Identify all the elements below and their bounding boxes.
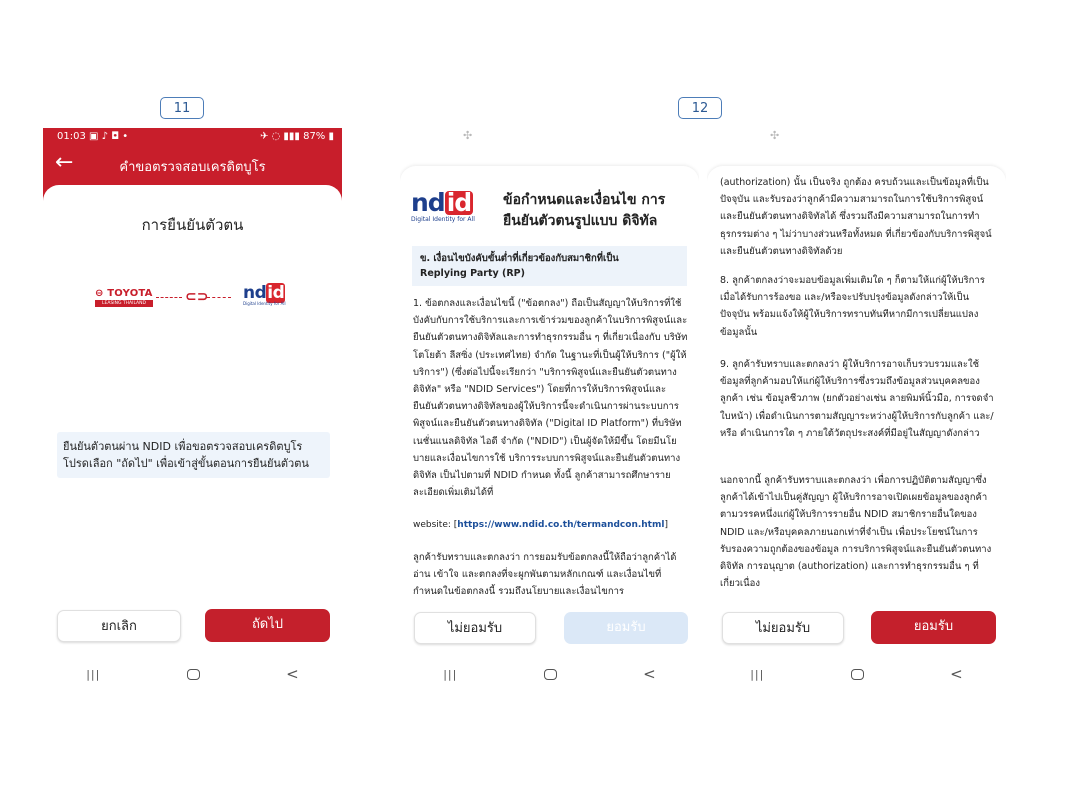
terms-paragraph-10: นอกจากนี้ ลูกค้ารับทราบและตกลงว่า เพื่อการปฏิบัติตามสัญญาซึ่งลูกค้าได้เข้าไปเป็นคู่สัญญา ผู้ให้บริการอาจเปิดเผยข้อมูลของลูกค้าตามวรรคหนึ่งแก่ผู้ให้บริการรายอื่น NDID สมาชิกรายอื่นใดของ NDID และ/หรือบุคคลภายนอกเท่าที่จำเป็น เพื่อประโยชน์ในการรับรองความถูกต้องของข้อมูล การบริการพิสูจน์และยืนยันตัวตนทางดิจิทัล การอนุญาต (authorization) และการทำธุรกรรมอื่น ๆ ที่เกี่ยวเนื่อง	[720, 475, 992, 590]
decline-button[interactable]: ไม่ยอมรับ	[722, 612, 844, 644]
app-header	[43, 145, 342, 187]
link-dash-left	[156, 297, 182, 298]
ndid-logo	[411, 188, 475, 223]
ndid-small-text: nd	[243, 283, 267, 303]
next-button[interactable]: ถัดไป	[205, 609, 330, 642]
section-heading-box	[412, 246, 687, 286]
terms-title-line1: ข้อกำหนดและเงื่อนไข การ	[503, 192, 666, 208]
toyota-logo-text: ⊖ TOYOTA	[95, 288, 153, 299]
section-subheading: Replying Party (RP)	[420, 268, 525, 279]
status-time: 01:03 ▣ ♪ ◘ •	[57, 131, 129, 142]
ndid-logo-small	[243, 285, 286, 306]
home-icon[interactable]	[187, 669, 200, 680]
ndid-small-id: id	[267, 283, 285, 303]
phone-screen-terms-1	[400, 128, 699, 698]
terms-title-line2: ยืนยันตัวตนรูปแบบ ดิจิทัล	[503, 213, 658, 229]
terms-paragraph-top: (authorization) นั้น เป็นจริง ถูกต้อง ครบถ้วนและเป็นข้อมูลที่เป็นปัจจุบัน และรับรองว่าลูกค้ามีความสามารถในการใช้บริการพิสูจน์และยืนยันตัวตนทางดิจิทัลได้ ซึ่งรวมถึงมีความสามารถในการทำธุรกรรมต่าง ๆ ไม่ว่าบางส่วนหรือทั้งหมด ที่เกี่ยวข้องกับบริการพิสูจน์และยืนยันตัวตนทางดิจิทัลด้วย	[720, 177, 992, 257]
terms-paragraph-2: ลูกค้ารับทราบและตกลงว่า การยอมรับข้อตกลงนี้ให้ถือว่าลูกค้าได้อ่าน เข้าใจ และตกลงที่จะผูกพันตามหลักเกณฑ์ และเงื่อนไขที่กำหนดในข้อตกลงนี้ รวมถึงนโยบายและเงื่อนไขการ	[413, 552, 677, 598]
sparkle-icon: ✣	[770, 129, 780, 142]
terms-paragraph-8: 8. ลูกค้าตกลงว่าจะมอบข้อมูลเพิ่มเติมใด ๆ ก็ตามให้แก่ผู้ให้บริการเมื่อได้รับการร้องขอ และ/หรือจะปรับปรุงข้อมูลดังกล่าวให้เป็นปัจจุบัน พร้อมแจ้งให้ผู้ให้บริการทราบทันทีหากมีการเปลี่ยนแปลงข้อมูลนั้น	[720, 275, 985, 338]
nav-back-icon[interactable]: <	[643, 665, 656, 683]
step-badge-11: 11	[160, 97, 204, 119]
ndid-logo-tagline: Digital Identity for All	[411, 216, 475, 223]
home-icon[interactable]	[544, 669, 557, 680]
ndid-small-tag: Digital Identity for All	[243, 301, 286, 306]
toyota-logo-sub: LEASING THAILAND	[95, 300, 153, 307]
step-badge-12: 12	[678, 97, 722, 119]
header-title: คำขอตรวจสอบเครดิตบูโร	[119, 160, 266, 175]
cancel-button[interactable]: ยกเลิก	[57, 610, 181, 642]
nav-back-icon[interactable]: <	[950, 665, 963, 683]
system-navbar	[43, 662, 342, 686]
terms-paragraph-1: 1. ข้อตกลงและเงื่อนไขนี้ ("ข้อตกลง") ถือเป็นสัญญาให้บริการที่ใช้บังคับกับการใช้บริการและการเข้าร่วมของลูกค้าในบริการพิสูจน์และยืนยันตัวตนทางดิจิทัลและการทำธุรกรรมอื่น ๆ ที่เกี่ยวเนื่องกับ บริษัท โตโยต้า ลีสซิ่ง (ประเทศไทย) จำกัด ในฐานะที่เป็นผู้ให้บริการ ("ผู้ให้บริการ") (ซึ่งต่อไปนี้จะเรียกว่า "บริการพิสูจน์และยืนยันตัวตนทางดิจิทัล" หรือ "NDID Services") โดยที่การให้บริการพิสูจน์และยืนยันตัวตนทางดิจิทัลของผู้ให้บริการนี้จะดำเนินการผ่านระบบการพิสูจน์และยืนยันตัวตนทางดิจิทัล ("Digital ID Platform") ที่บริษัท เนชั่นแนลดิจิทัล ไอดี จำกัด ("NDID") เป็นผู้จัดให้มีขึ้น โดยมีนโยบายและเงื่อนไขการใช้ บริการระบบการพิสูจน์และยืนยันตัวตนทางดิจิทัล เป็นไปตามที่ NDID กำหนด ทั้งนี้ ลูกค้าสามารถศึกษารายละเอียดเพิ่มเติมได้ที่	[413, 298, 688, 499]
decline-button[interactable]: ไม่ยอมรับ	[414, 612, 536, 644]
link-chain-icon: ⊂⊃	[185, 289, 209, 305]
website-prefix: website: [	[413, 520, 458, 530]
status-indicators: ✈ ◌ ▮▮▮ 87% ▮	[259, 131, 334, 142]
system-navbar	[707, 662, 1006, 686]
status-bar	[43, 128, 342, 145]
system-navbar	[400, 662, 699, 686]
terms-sheet-scrolled	[707, 166, 1006, 698]
phone-screen-terms-2	[707, 128, 1006, 698]
ndid-info-box: ยืนยันตัวตนผ่าน NDID เพื่อขอตรวจสอบเครดิตบูโร โปรดเลือก "ถัดไป" เพื่อเข้าสู่ขั้นตอนการยืนยันตัวตน	[57, 432, 330, 478]
recent-apps-icon[interactable]: |||	[750, 667, 765, 681]
section-heading: ข. เงื่อนไขบังคับขั้นต่ำที่เกี่ยวข้องกับสมาชิกที่เป็น	[420, 253, 619, 264]
back-arrow-icon[interactable]: ←	[55, 150, 74, 175]
website-line	[413, 517, 689, 534]
phone-screen-verification	[43, 128, 342, 698]
accept-button-disabled[interactable]: ยอมรับ	[564, 612, 688, 644]
ndid-logo-nd: nd	[411, 188, 445, 217]
sparkle-icon: ✣	[463, 129, 473, 142]
terms-link[interactable]: https://www.ndid.co.th/termandcon.html	[457, 520, 665, 530]
terms-title	[503, 190, 665, 232]
verification-card	[43, 185, 342, 698]
recent-apps-icon[interactable]: |||	[86, 667, 101, 681]
website-suffix: ]	[664, 520, 668, 530]
ndid-logo-id: id	[446, 188, 472, 217]
verification-title: การยืนยันตัวตน	[141, 216, 244, 234]
recent-apps-icon[interactable]: |||	[443, 667, 458, 681]
accept-button[interactable]: ยอมรับ	[871, 611, 996, 644]
toyota-logo	[95, 288, 153, 307]
terms-paragraph-9: 9. ลูกค้ารับทราบและตกลงว่า ผู้ให้บริการอาจเก็บรวบรวมและใช้ข้อมูลที่ลูกค้ามอบให้แก่ผู้ให้บริการซึ่งรวมถึงข้อมูลส่วนบุคคลของลูกค้า เช่น ข้อมูลชีวภาพ (ยกตัวอย่างเช่น ลายพิมพ์นิ้วมือ, การจดจำใบหน้า) เพื่อดำเนินการตามสัญญาระหว่างผู้ให้บริการกับลูกค้า และ/หรือ ดำเนินการใด ๆ ภายใต้วัตถุประสงค์ที่มีอยู่ในสัญญาดังกล่าว	[720, 359, 994, 439]
home-icon[interactable]	[851, 669, 864, 680]
terms-sheet	[400, 166, 699, 698]
link-dash-right	[207, 297, 231, 298]
nav-back-icon[interactable]: <	[286, 665, 299, 683]
